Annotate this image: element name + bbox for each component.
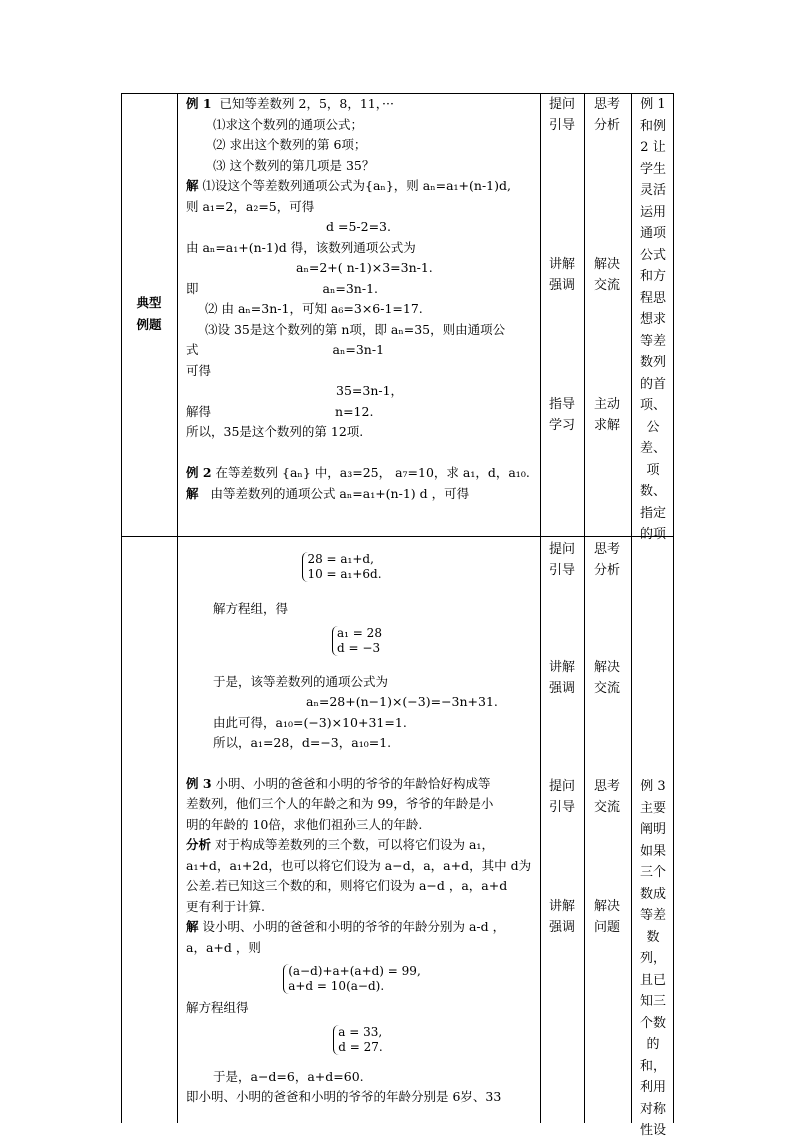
solution-line: 可得 <box>186 362 212 378</box>
solution-line: 于是，a−d=6，a+d=60. <box>213 1068 364 1084</box>
solution-line: 解方程组得 <box>186 1000 249 1015</box>
equation: (a−d)+a+(a+d) = 99, <box>288 963 421 978</box>
solution-line: d =5-2=3. <box>326 219 391 234</box>
equation: 10 = a₁+6d. <box>307 566 382 581</box>
section-label-line: 典型 <box>136 295 162 310</box>
note-line: 个数 <box>639 1015 666 1031</box>
solution-line: aₙ=3n-1 <box>332 342 385 357</box>
activity-label: 问题 <box>593 920 620 935</box>
note-line: 三个 <box>639 865 666 880</box>
activity-label: 讲解 <box>548 899 575 914</box>
solution-line: 解得 <box>186 403 212 419</box>
analysis-line: 公差.若已知这三个数的和，则将它们设为 a−d ，a，a+d <box>186 878 508 893</box>
col-divider-4 <box>631 93 632 1123</box>
note-line: 2 让 <box>640 140 666 155</box>
note-line: 等差 <box>639 333 666 349</box>
table-left-border <box>121 93 122 1123</box>
activity-label: 学习 <box>548 418 575 433</box>
note-line: 列， <box>639 951 666 966</box>
equation: d = −3 <box>337 641 381 655</box>
activity-label: 分析 <box>593 118 620 133</box>
col-divider-1 <box>177 93 178 1123</box>
solution-line: 由此可得，a₁₀=(−3)×10+31=1. <box>213 714 407 730</box>
activity-label: 交流 <box>593 681 620 696</box>
activity-label: 强调 <box>548 920 575 935</box>
activity-label: 强调 <box>548 278 575 293</box>
note-line: 程思 <box>639 290 666 306</box>
solution-line: 设小明、小明的爸爸和小明的爷爷的年龄分别为 a-d ， <box>202 919 506 934</box>
note-line: 差、 <box>639 441 666 456</box>
analysis-line: a₁+d，a₁+2d，也可以将它们设为 a−d，a，a+d，其中 d为 <box>186 857 532 873</box>
solution-line: 解方程组，得 <box>213 601 289 616</box>
note-line: 通项 <box>639 226 666 241</box>
note-line: 且已 <box>639 972 666 988</box>
solution-line: a，a+d ，则 <box>186 939 261 955</box>
solution-line: aₙ=2+( n-1)×3=3n-1. <box>296 260 433 275</box>
teacher-activity-column <box>542 94 582 436</box>
note-line: 数 <box>646 929 660 945</box>
note-line: 数、 <box>639 484 666 499</box>
example-3-prompt: 明的年龄的 10倍，求他们祖孙三人的年龄. <box>186 816 423 832</box>
activity-label: 解决 <box>593 899 620 914</box>
equation-system <box>302 552 381 582</box>
solution-line: 则 a₁=2，a₂=5，可得 <box>186 198 315 214</box>
note-line: 对称 <box>639 1101 666 1117</box>
row-divider <box>121 536 674 537</box>
note-line: 例 3 <box>640 779 666 794</box>
note-line: 和， <box>639 1058 666 1074</box>
solution-line: ⑵ 由 aₙ=3n-1，可知 a₆=3×6-1=17. <box>205 301 423 316</box>
note-line: 的 <box>646 1037 660 1052</box>
solution-line: n=12. <box>335 403 374 419</box>
solution-line: 由 aₙ=a₁+(n-1)d 得，该数列通项公式为 <box>186 239 416 255</box>
section-label-line: 例题 <box>136 317 162 332</box>
activity-label: 分析 <box>593 563 620 578</box>
table-right-border <box>673 93 674 1123</box>
note-line: 的首 <box>639 376 666 392</box>
note-line: 公式 <box>639 247 666 263</box>
activity-label: 引导 <box>548 563 575 578</box>
activity-label: 解决 <box>593 660 620 675</box>
note-line: 公 <box>646 419 660 435</box>
note-line: 知三 <box>639 994 666 1009</box>
activity-label: 思考 <box>593 97 620 112</box>
equation: d = 27. <box>338 1040 383 1054</box>
col-divider-2 <box>540 93 541 1123</box>
solution-head: 解 <box>186 178 199 193</box>
equation: 28 = a₁+d, <box>307 551 374 566</box>
question-3: ⑶ 这个数列的第几项是 35？ <box>213 157 375 173</box>
solution-line: 所以，a₁=28，d=−3，a₁₀=1. <box>213 735 392 750</box>
equation-system <box>332 626 382 656</box>
note-line: 主要 <box>639 800 666 816</box>
activity-label: 指导 <box>548 397 575 412</box>
design-note-column <box>636 776 670 1142</box>
col-divider-3 <box>584 93 585 1123</box>
activity-label: 主动 <box>593 397 620 412</box>
note-line: 如果 <box>639 843 666 859</box>
note-line: 性设 <box>639 1123 666 1138</box>
equation: a₁ = 28 <box>337 626 382 640</box>
equation: a+d = 10(a−d). <box>288 978 385 993</box>
activity-label: 思考 <box>593 542 620 557</box>
note-line: 和例 <box>639 118 666 134</box>
activity-label: 交流 <box>593 800 620 815</box>
analysis-head: 分析 <box>186 837 212 852</box>
equation-system <box>333 1025 382 1055</box>
note-line: 想求 <box>639 312 666 327</box>
activity-label: 求解 <box>593 418 620 433</box>
example-3-prompt: 小明、小明的爸爸和小明的爷爷的年龄恰好构成等 <box>215 775 491 791</box>
example-2-continued <box>186 545 538 1108</box>
example-1-prompt: 已知等差数列 2，5，8，11，··· <box>219 96 394 111</box>
solution-line: aₙ=28+(n−1)×(−3)=−3n+31. <box>306 694 498 709</box>
solution-line: 式 <box>186 342 199 357</box>
equation-system <box>283 964 421 994</box>
note-line: 项、 <box>639 398 666 413</box>
design-note-column <box>636 94 670 546</box>
note-line: 的项 <box>639 527 666 542</box>
solution-line: 由等差数列的通项公式 aₙ=a₁+(n-1) d ，可得 <box>210 485 470 501</box>
note-line: 项 <box>646 462 660 478</box>
analysis-line: 更有利于计算. <box>186 898 265 914</box>
solution-head: 解 <box>186 919 199 934</box>
activity-label: 强调 <box>548 681 575 696</box>
solution-line: ⑶设 35是这个数列的第 n项，即 aₙ=35，则由通项公 <box>205 321 506 337</box>
student-activity-column <box>587 539 627 938</box>
analysis-line: 对于构成等差数列的三个数，可以将它们设为 a₁， <box>215 837 494 852</box>
note-line: 运用 <box>639 204 666 220</box>
note-line: 学生 <box>639 161 666 177</box>
example-1-title: 例 1 <box>186 96 212 111</box>
solution-line: ⑴设这个等差数列通项公式为{aₙ}，则 aₙ=a₁+(n-1)d, <box>202 178 511 193</box>
activity-label: 思考 <box>593 779 620 794</box>
note-line: 灵活 <box>639 183 666 198</box>
activity-label: 讲解 <box>548 257 575 272</box>
section-label <box>121 292 177 336</box>
example-1-block <box>186 94 538 504</box>
example-3-title: 例 3 <box>186 775 212 791</box>
solution-line: aₙ=3n-1. <box>322 280 379 296</box>
note-line: 指定 <box>639 505 666 521</box>
activity-label: 解决 <box>593 257 620 272</box>
activity-label: 讲解 <box>548 660 575 675</box>
solution-head: 解 <box>186 485 199 501</box>
solution-line: 即 <box>186 280 199 296</box>
question-1: ⑴求这个数列的通项公式； <box>213 116 364 132</box>
note-line: 和方 <box>639 269 666 284</box>
example-2-prompt: 在等差数列 {aₙ} 中，a₃=25， a₇=10，求 a₁，d，a₁₀. <box>215 465 530 480</box>
solution-line: 所以，35是这个数列的第 12项. <box>186 424 364 439</box>
activity-label: 提问 <box>548 97 575 112</box>
example-2-title: 例 2 <box>186 465 212 480</box>
equation: a = 33, <box>338 1025 383 1039</box>
solution-line: 35=3n-1， <box>336 383 404 398</box>
example-3-prompt: 差数列，他们三个人的年龄之和为 99，爷爷的年龄是小 <box>186 796 494 811</box>
note-line: 数成 <box>639 886 666 902</box>
activity-label: 提问 <box>548 542 575 557</box>
activity-label: 引导 <box>548 800 575 815</box>
note-line: 利用 <box>639 1080 666 1095</box>
question-2: ⑵ 求出这个数列的第 6项； <box>213 137 367 152</box>
activity-label: 提问 <box>548 779 575 794</box>
note-line: 阐明 <box>639 822 666 837</box>
solution-line: 于是，该等差数列的通项公式为 <box>213 673 389 689</box>
note-line: 数列 <box>639 355 666 370</box>
activity-label: 交流 <box>593 278 620 293</box>
activity-label: 引导 <box>548 118 575 133</box>
teacher-activity-column <box>542 539 582 938</box>
note-line: 等差 <box>639 908 666 923</box>
solution-line: 即小明、小明的爸爸和小明的爷爷的年龄分别是 6岁、33 <box>186 1089 502 1104</box>
student-activity-column <box>587 94 627 436</box>
note-line: 例 1 <box>640 97 666 112</box>
